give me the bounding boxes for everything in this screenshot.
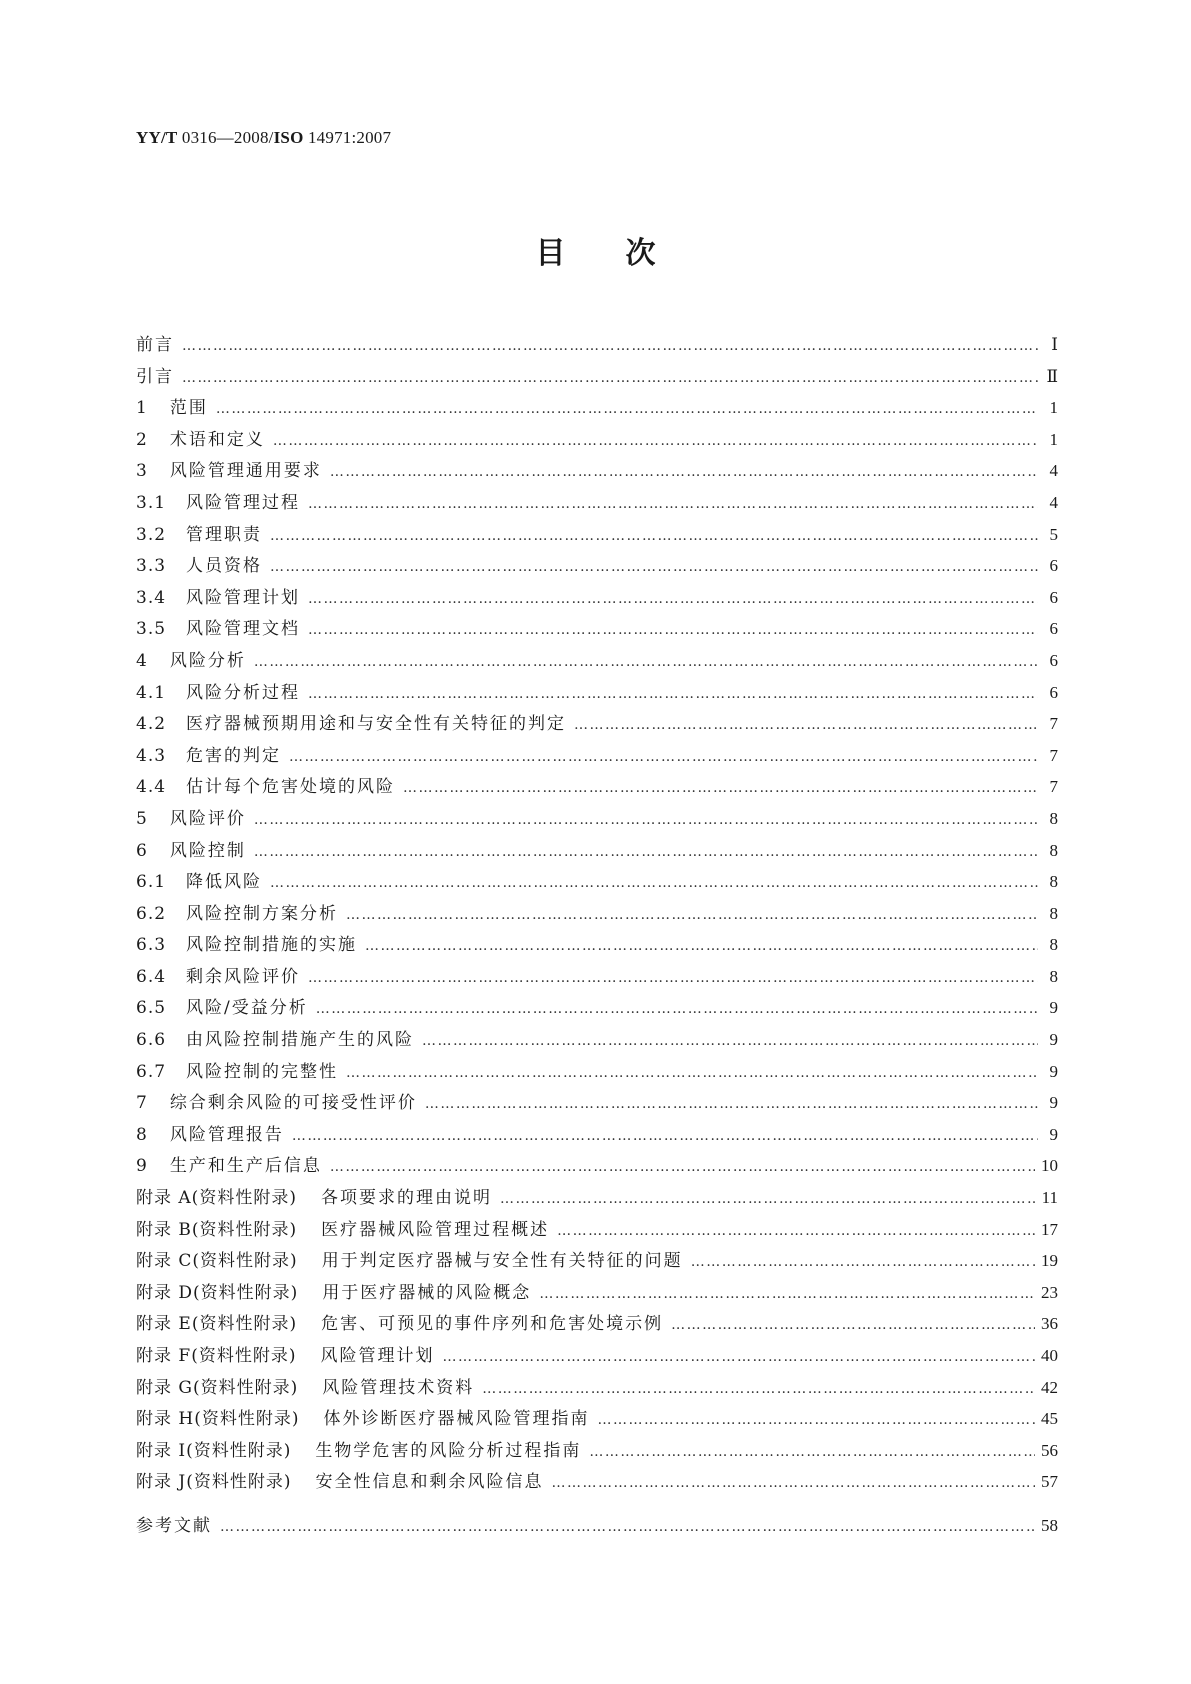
toc-entry-page: 56 <box>1041 1440 1058 1460</box>
toc-entry[interactable] <box>136 899 1058 931</box>
toc-entry-label <box>136 488 300 513</box>
toc-entry-label <box>136 678 300 703</box>
toc-leader-dots <box>308 970 1038 986</box>
appendix-heading: 附录 D(资料性附录) <box>136 1282 299 1303</box>
toc-entry-page: 8 <box>1049 935 1058 955</box>
toc-entry-appendix[interactable] <box>136 1436 1058 1468</box>
toc-entry[interactable] <box>136 772 1058 804</box>
toc-leader-dots <box>308 686 1038 702</box>
toc-entry-number: 6.4 <box>136 966 167 987</box>
toc-entry[interactable] <box>136 993 1058 1025</box>
toc-entry-number: 6.6 <box>136 1030 167 1051</box>
toc-leader-dots <box>330 464 1038 480</box>
toc-entry[interactable] <box>136 867 1058 899</box>
toc-entry-label <box>136 1183 492 1208</box>
toc-entry[interactable] <box>136 962 1058 994</box>
toc-leader-dots <box>346 1065 1038 1081</box>
toc-entry[interactable] <box>136 551 1058 583</box>
toc-leader-dots <box>182 338 1038 354</box>
toc-entry-references[interactable] <box>136 1511 1058 1543</box>
toc-entry-page: 9 <box>1049 1061 1058 1081</box>
toc-entry-title: 综合剩余风险的可接受性评价 <box>169 1093 417 1114</box>
appendix-title: 体外诊断医疗器械风险管理指南 <box>323 1409 590 1430</box>
toc-entry-label <box>136 425 265 450</box>
appendix-title: 各项要求的理由说明 <box>320 1188 492 1209</box>
toc-entry[interactable] <box>136 709 1058 741</box>
toc-entry-title: 降低风险 <box>186 872 263 893</box>
appendix-title: 风险管理技术资料 <box>322 1377 475 1398</box>
toc-entry-number: 4.1 <box>136 682 167 703</box>
toc-entry-label <box>136 1088 417 1113</box>
appendix-title: 危害、可预见的事件序列和危害处境示例 <box>321 1314 664 1335</box>
toc-entry[interactable] <box>136 520 1058 552</box>
appendix-heading: 附录 C(资料性附录) <box>136 1251 298 1272</box>
toc-entry-label <box>136 614 300 639</box>
toc-leader-dots <box>425 1096 1038 1112</box>
toc-entry-label <box>136 899 338 924</box>
toc-entry-page: 42 <box>1041 1377 1058 1397</box>
appendix-title: 用于判定医疗器械与安全性有关特征的问题 <box>321 1251 683 1272</box>
appendix-title: 生物学危害的风险分析过程指南 <box>315 1440 582 1461</box>
toc-leader-dots <box>403 780 1038 796</box>
toc-entry-number: 5 <box>136 808 148 829</box>
toc-entry-label <box>136 583 300 608</box>
toc-entry-number: 4 <box>136 650 148 671</box>
appendix-heading: 附录 E(资料性附录) <box>136 1314 298 1335</box>
toc-entry-title: 管理职责 <box>186 524 263 545</box>
page-title: 目次 <box>535 236 716 271</box>
toc-entry-page: 4 <box>1049 492 1058 512</box>
toc-entry-number: 1 <box>136 398 148 419</box>
toc-entry-title: 由风险控制措施产生的风险 <box>186 1030 415 1051</box>
appendix-heading: 附录 F(资料性附录) <box>136 1346 297 1366</box>
toc-entry-page: 6 <box>1049 587 1058 607</box>
toc-entry-number: 6 <box>136 840 148 861</box>
toc-entry[interactable] <box>136 741 1058 773</box>
toc-entry-label <box>136 709 566 734</box>
toc-leader-dots <box>671 1317 1035 1333</box>
toc-entry-title: 风险评价 <box>169 808 246 829</box>
toc-entry-title: 剩余风险评价 <box>186 966 301 987</box>
toc-entry-page: 9 <box>1049 998 1058 1018</box>
toc-leader-dots <box>691 1254 1035 1270</box>
toc-leader-dots <box>308 496 1038 512</box>
toc-entry[interactable] <box>136 1057 1058 1089</box>
toc-appendices <box>136 1183 1058 1499</box>
toc-entry[interactable] <box>136 646 1058 678</box>
toc-entry-title: 风险控制 <box>169 840 246 861</box>
toc-entry-label <box>136 1373 474 1398</box>
toc-entry-page: 6 <box>1049 650 1058 670</box>
appendix-heading: 附录 I(资料性附录) <box>136 1440 292 1461</box>
appendix-title: 用于医疗器械的风险概念 <box>322 1282 532 1303</box>
toc-entry-label <box>136 1151 322 1176</box>
toc-entry-label <box>136 646 246 671</box>
toc-entry-page: 58 <box>1041 1515 1058 1535</box>
toc-entry-title: 参考文献 <box>136 1515 212 1536</box>
toc-entry-page: 36 <box>1041 1314 1058 1334</box>
toc-leader-dots <box>442 1349 1035 1365</box>
toc-entry-label <box>136 520 262 545</box>
toc-entry-label <box>136 836 246 861</box>
toc-entry-label <box>136 741 281 766</box>
toc-entry[interactable] <box>136 425 1058 457</box>
toc-entry-appendix[interactable] <box>136 1467 1058 1499</box>
toc-entry-title: 范围 <box>169 398 208 419</box>
toc-entry-title: 引言 <box>136 366 174 387</box>
toc-entry[interactable] <box>136 1120 1058 1152</box>
appendix-heading: 附录 A(资料性附录) <box>136 1188 297 1209</box>
toc-entry-appendix[interactable] <box>136 1404 1058 1436</box>
toc-entry-title: 危害的判定 <box>186 745 282 766</box>
toc-entry-page: 40 <box>1041 1346 1058 1365</box>
toc-entry-page: 11 <box>1041 1188 1058 1208</box>
toc-leader-dots <box>220 1519 1035 1535</box>
standard-number <box>136 128 391 148</box>
toc-entry[interactable] <box>136 1151 1058 1183</box>
toc-entry-title: 生产和生产后信息 <box>169 1156 322 1177</box>
standard-iso: ISO <box>273 128 304 147</box>
toc-leader-dots <box>273 433 1038 449</box>
toc-leader-dots <box>422 1033 1038 1049</box>
toc-leader-dots <box>346 907 1038 923</box>
toc-entry-page: 1 <box>1049 429 1058 449</box>
toc-entry-page: 6 <box>1049 556 1058 576</box>
toc-entry-page: 1 <box>1049 398 1058 418</box>
appendix-title: 医疗器械风险管理过程概述 <box>321 1219 550 1240</box>
toc-entry-title: 医疗器械预期用途和与安全性有关特征的判定 <box>186 714 567 735</box>
toc-leader-dots <box>482 1381 1035 1397</box>
toc-entry-page: 8 <box>1049 808 1058 828</box>
toc-entry-page: 9 <box>1049 1093 1058 1113</box>
toc-entry-number: 3.1 <box>136 492 167 513</box>
toc-entry-number: 4.3 <box>136 745 167 766</box>
toc-entry[interactable] <box>136 488 1058 520</box>
toc-entry-label <box>136 1057 338 1082</box>
toc-entry-number: 2 <box>136 429 148 450</box>
toc-entry-label <box>136 1467 543 1492</box>
toc-entry-number: 3.3 <box>136 556 167 577</box>
toc-spacer <box>136 1499 1058 1511</box>
toc-entry-page: 8 <box>1049 966 1058 986</box>
toc-leader-dots <box>216 401 1038 417</box>
toc-leader-dots <box>598 1412 1036 1428</box>
toc-entry-label <box>136 1341 434 1366</box>
toc-entry-label <box>136 551 262 576</box>
toc-entry-title: 风险管理通用要求 <box>169 461 322 482</box>
toc-entry-title: 风险控制措施的实施 <box>186 935 358 956</box>
toc-entry-title: 风险管理过程 <box>186 492 301 513</box>
toc-leader-dots <box>254 844 1038 860</box>
toc-entry-label <box>136 804 246 829</box>
toc-leader-dots <box>254 812 1038 828</box>
toc-leader-dots <box>330 1159 1035 1175</box>
toc-entry-title: 风险控制方案分析 <box>186 903 339 924</box>
toc-leader-dots <box>589 1444 1035 1460</box>
toc-leader-dots <box>270 559 1038 575</box>
toc-entry-label <box>136 362 174 387</box>
toc-entry-number: 3.5 <box>136 619 167 640</box>
toc-entry-page: 6 <box>1049 682 1058 702</box>
toc-leader-dots <box>365 938 1038 954</box>
appendix-title: 安全性信息和剩余风险信息 <box>315 1472 544 1493</box>
toc-entry-page: 4 <box>1049 461 1058 481</box>
toc-entry-title: 术语和定义 <box>169 429 265 450</box>
toc-entry-appendix[interactable] <box>136 1341 1058 1373</box>
toc-entry-number: 6.3 <box>136 935 167 956</box>
toc-entry-page: 7 <box>1049 777 1058 797</box>
toc-entry-page: 10 <box>1041 1156 1058 1176</box>
toc-entry-label <box>136 1309 663 1334</box>
toc-leader-dots <box>182 370 1038 386</box>
toc-leader-dots <box>289 749 1038 765</box>
toc-entry-title: 风险控制的完整性 <box>186 1061 339 1082</box>
toc-entry-title: 估计每个危害处境的风险 <box>186 777 396 798</box>
toc-leader-dots <box>500 1191 1036 1207</box>
toc-entry-page: Ⅱ <box>1046 366 1058 386</box>
standard-code: 0316—2008/ <box>177 128 274 147</box>
toc-entry-page: 19 <box>1041 1251 1058 1271</box>
toc-entry-label <box>136 1246 683 1271</box>
toc-entry-page: 57 <box>1041 1472 1058 1492</box>
toc-entry-label <box>136 930 357 955</box>
toc-entry-label <box>136 1278 531 1303</box>
toc-entry-title: 风险管理报告 <box>169 1124 284 1145</box>
toc-entry-label <box>136 393 208 418</box>
toc-entry-label <box>136 962 300 987</box>
table-of-contents <box>136 330 1058 1543</box>
toc-entry-label <box>136 993 308 1018</box>
appendix-title: 风险管理计划 <box>320 1346 435 1366</box>
toc-entry-appendix[interactable] <box>136 1309 1058 1341</box>
toc-entry-page: 8 <box>1049 872 1058 892</box>
toc-sections <box>136 330 1058 1183</box>
toc-entry-appendix[interactable] <box>136 1373 1058 1405</box>
toc-entry-page: 23 <box>1041 1282 1058 1302</box>
toc-entry-number: 6.5 <box>136 998 167 1019</box>
toc-entry-number: 3.4 <box>136 587 167 608</box>
toc-entry-page: 7 <box>1049 714 1058 734</box>
toc-leader-dots <box>574 717 1038 733</box>
toc-entry[interactable] <box>136 393 1058 425</box>
toc-leader-dots <box>308 591 1038 607</box>
toc-leader-dots <box>270 528 1038 544</box>
toc-entry-label <box>136 867 262 892</box>
toc-entry-title: 风险/受益分析 <box>186 998 308 1019</box>
toc-entry-appendix[interactable] <box>136 1246 1058 1278</box>
toc-leader-dots <box>254 654 1038 670</box>
toc-entry-page: Ⅰ <box>1051 335 1058 354</box>
toc-entry-title: 风险分析过程 <box>186 682 301 703</box>
toc-entry-page: 45 <box>1041 1409 1058 1429</box>
toc-entry-page: 8 <box>1049 903 1058 923</box>
toc-entry-page: 9 <box>1049 1124 1058 1144</box>
toc-entry[interactable] <box>136 1088 1058 1120</box>
toc-entry-appendix[interactable] <box>136 1183 1058 1215</box>
toc-entry-label <box>136 772 395 797</box>
standard-prefix: YY/T <box>136 128 178 147</box>
toc-entry-appendix[interactable] <box>136 1215 1058 1247</box>
toc-entry[interactable] <box>136 930 1058 962</box>
toc-entry[interactable] <box>136 1025 1058 1057</box>
toc-entry-number: 6.1 <box>136 872 167 893</box>
toc-entry-label <box>136 330 174 355</box>
toc-entry-number: 4.4 <box>136 777 167 798</box>
toc-entry[interactable] <box>136 362 1058 394</box>
toc-entry[interactable] <box>136 330 1058 362</box>
toc-entry-page: 7 <box>1049 745 1058 765</box>
toc-entry-label <box>136 1120 284 1145</box>
toc-entry-title: 人员资格 <box>186 556 263 577</box>
toc-leader-dots <box>539 1286 1035 1302</box>
toc-entry-label <box>136 1215 549 1240</box>
toc-entry[interactable] <box>136 456 1058 488</box>
standard-iso-code: 14971:2007 <box>303 128 392 147</box>
toc-entry-page: 5 <box>1049 524 1058 544</box>
toc-entry-title: 风险管理计划 <box>186 587 301 608</box>
toc-entry-number: 3 <box>136 461 148 482</box>
toc-entry-appendix[interactable] <box>136 1278 1058 1310</box>
toc-entry-label <box>136 1436 581 1461</box>
toc-leader-dots <box>557 1223 1035 1239</box>
toc-entry-title: 风险管理文档 <box>186 619 301 640</box>
toc-entry[interactable] <box>136 614 1058 646</box>
toc-entry-label <box>136 456 322 481</box>
toc-entry[interactable] <box>136 678 1058 710</box>
appendix-heading: 附录 G(资料性附录) <box>136 1377 299 1398</box>
toc-entry-title: 前言 <box>136 335 174 355</box>
toc-entry-title: 风险分析 <box>169 650 246 671</box>
toc-entry-number: 6.2 <box>136 903 167 924</box>
toc-entry[interactable] <box>136 836 1058 868</box>
toc-leader-dots <box>292 1128 1038 1144</box>
toc-leader-dots <box>270 875 1038 891</box>
toc-entry-page: 9 <box>1049 1030 1058 1050</box>
toc-entry-number: 9 <box>136 1156 148 1177</box>
toc-entry-page: 6 <box>1049 619 1058 639</box>
toc-entry-number: 4.2 <box>136 714 167 735</box>
toc-entry-page: 8 <box>1049 840 1058 860</box>
toc-entry-number: 8 <box>136 1124 148 1145</box>
toc-entry-number: 6.7 <box>136 1061 167 1082</box>
toc-entry-number: 3.2 <box>136 524 167 545</box>
toc-entry-number: 7 <box>136 1093 148 1114</box>
toc-entry[interactable] <box>136 583 1058 615</box>
toc-entry-page: 17 <box>1041 1219 1058 1239</box>
toc-leader-dots <box>316 1001 1038 1017</box>
toc-leader-dots <box>308 622 1038 638</box>
toc-entry[interactable] <box>136 804 1058 836</box>
appendix-heading: 附录 H(资料性附录) <box>136 1409 300 1430</box>
toc-entry-label <box>136 1025 414 1050</box>
toc-leader-dots <box>551 1475 1035 1491</box>
appendix-heading: 附录 B(资料性附录) <box>136 1219 298 1240</box>
toc-entry-label <box>136 1404 590 1429</box>
appendix-heading: 附录 J(资料性附录) <box>136 1472 292 1493</box>
